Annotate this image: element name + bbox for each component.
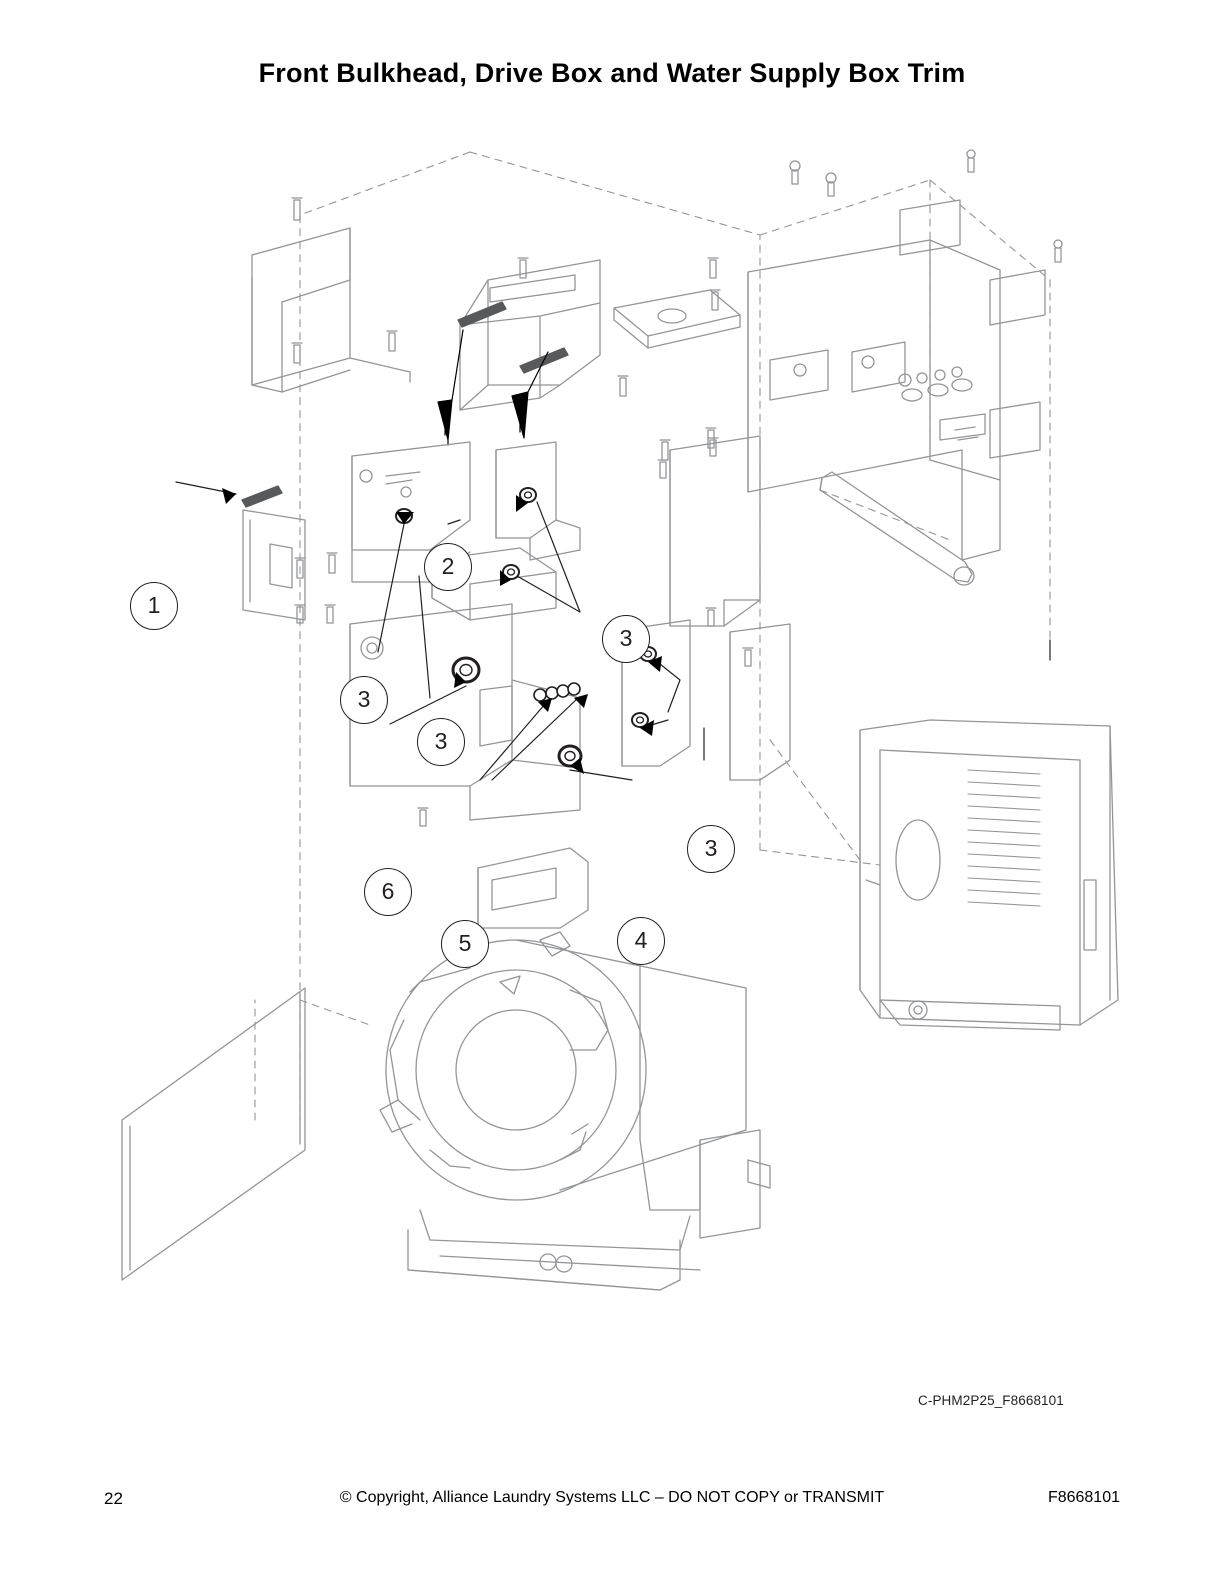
drawing-code: C-PHM2P25_F8668101 [918, 1393, 1064, 1408]
footer-document-number: F8668101 [1047, 1489, 1120, 1506]
footer-copyright: © Copyright, Alliance Laundry Systems LLC – DO NOT COPY or TRANSMIT [339, 1489, 885, 1506]
exploded-diagram [0, 120, 1224, 1360]
callout-2: 2 [424, 543, 472, 591]
callout-1: 1 [130, 582, 178, 630]
callout-5: 5 [441, 920, 489, 968]
callout-3-left: 3 [340, 676, 388, 724]
callout-3-right: 3 [687, 825, 735, 873]
footer-page-number: 22 [104, 1489, 123, 1508]
callout-4: 4 [617, 917, 665, 965]
diagram-artwork [0, 120, 1224, 1360]
callout-3-center: 3 [417, 718, 465, 766]
page-title: Front Bulkhead, Drive Box and Water Supply Box Trim [258, 58, 966, 88]
callout-6: 6 [364, 868, 412, 916]
page-footer [0, 1489, 1224, 1519]
callout-3-upper-right: 3 [602, 615, 650, 663]
